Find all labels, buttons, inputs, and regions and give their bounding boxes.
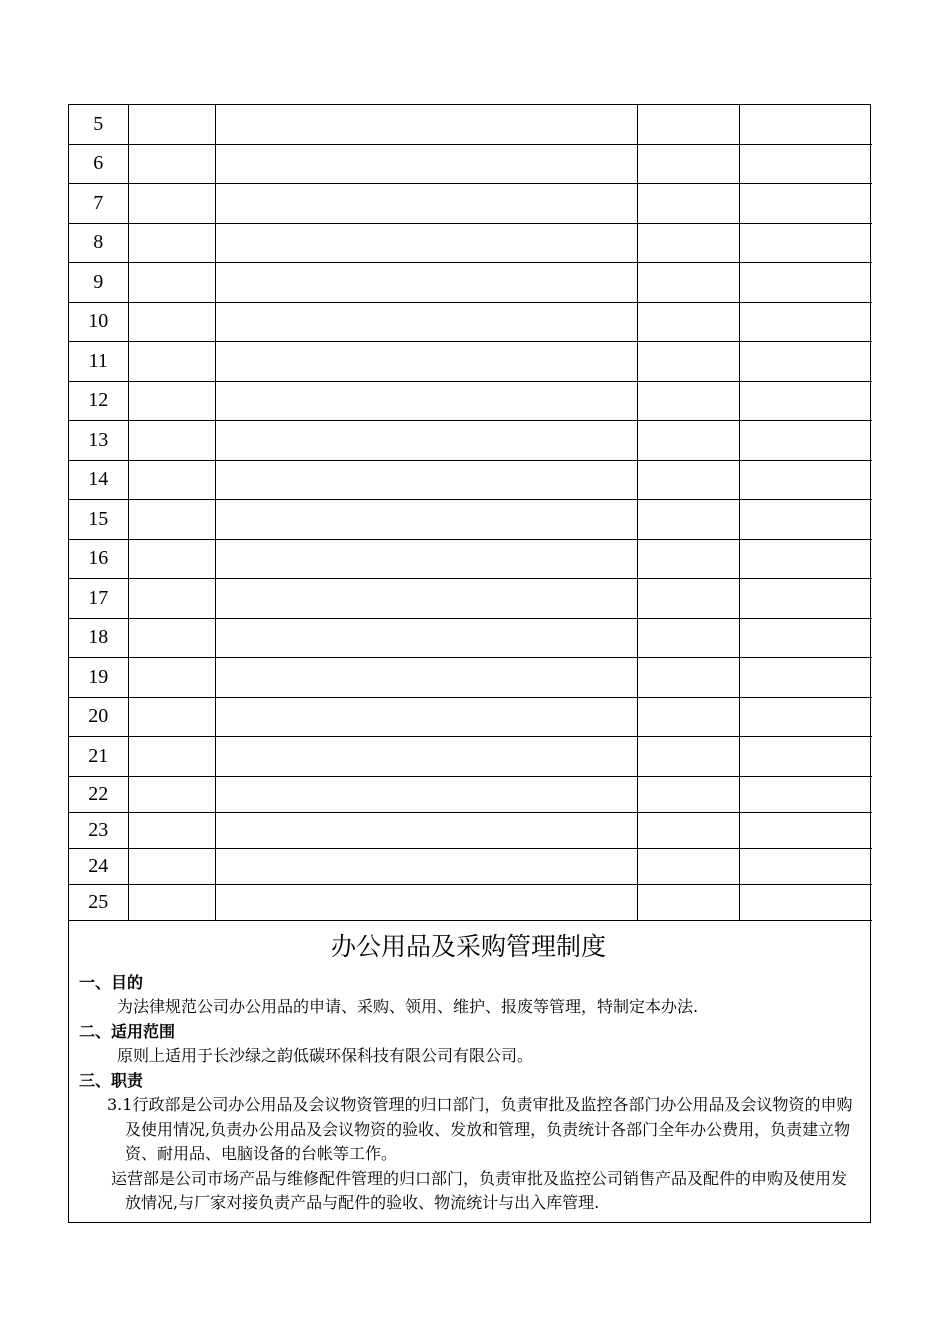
empty-cell bbox=[637, 105, 739, 144]
empty-cell bbox=[215, 302, 637, 342]
empty-cell bbox=[637, 460, 739, 500]
empty-cell bbox=[128, 579, 215, 619]
empty-cell bbox=[739, 381, 872, 421]
table-row bbox=[69, 500, 872, 540]
empty-cell bbox=[128, 184, 215, 224]
policy-title: 办公用品及采购管理制度 bbox=[330, 931, 606, 961]
empty-cell bbox=[215, 421, 637, 461]
empty-cell bbox=[637, 579, 739, 619]
empty-cell bbox=[215, 539, 637, 579]
row-number-cell: 11 bbox=[69, 342, 128, 382]
empty-cell bbox=[128, 737, 215, 777]
empty-cell bbox=[128, 105, 215, 144]
empty-cell bbox=[637, 884, 739, 920]
row-number-cell: 17 bbox=[69, 579, 128, 619]
empty-cell bbox=[128, 223, 215, 263]
row-number-cell: 19 bbox=[69, 658, 128, 698]
record-table bbox=[69, 105, 872, 921]
table-row bbox=[69, 776, 872, 812]
empty-cell bbox=[637, 500, 739, 540]
empty-cell bbox=[128, 500, 215, 540]
empty-cell bbox=[637, 618, 739, 658]
table-row bbox=[69, 302, 872, 342]
table-row bbox=[69, 421, 872, 461]
section-text-purpose: 为法律规范公司办公用品的申请、采购、领用、维护、报废等管理，特制定本办法. bbox=[117, 997, 699, 1016]
empty-cell bbox=[128, 697, 215, 737]
empty-cell bbox=[128, 144, 215, 184]
row-number-cell: 13 bbox=[69, 421, 128, 461]
section-heading-duties: 三、职责 bbox=[79, 1070, 144, 1090]
empty-cell bbox=[215, 776, 637, 812]
empty-cell bbox=[128, 302, 215, 342]
empty-cell bbox=[637, 381, 739, 421]
section-heading-scope: 二、适用范围 bbox=[79, 1021, 176, 1041]
empty-cell bbox=[637, 737, 739, 777]
section-text-scope: 原则上适用于长沙绿之韵低碳环保科技有限公司有限公司。 bbox=[117, 1046, 534, 1065]
section-heading-purpose: 一、目的 bbox=[79, 972, 144, 992]
table-row bbox=[69, 884, 872, 920]
empty-cell bbox=[739, 848, 872, 884]
table-row bbox=[69, 618, 872, 658]
empty-cell bbox=[215, 697, 637, 737]
table-row bbox=[69, 263, 872, 303]
table-row bbox=[69, 184, 872, 224]
empty-cell bbox=[739, 223, 872, 263]
table-row bbox=[69, 697, 872, 737]
empty-cell bbox=[739, 697, 872, 737]
empty-cell bbox=[215, 737, 637, 777]
empty-cell bbox=[637, 144, 739, 184]
empty-cell bbox=[215, 618, 637, 658]
empty-cell bbox=[739, 302, 872, 342]
empty-cell bbox=[739, 342, 872, 382]
empty-cell bbox=[128, 812, 215, 848]
empty-cell bbox=[215, 500, 637, 540]
table-row bbox=[69, 812, 872, 848]
empty-cell bbox=[215, 460, 637, 500]
empty-cell bbox=[215, 658, 637, 698]
empty-cell bbox=[128, 539, 215, 579]
empty-cell bbox=[637, 342, 739, 382]
row-number-cell: 20 bbox=[69, 697, 128, 737]
empty-cell bbox=[637, 658, 739, 698]
row-number-cell: 23 bbox=[69, 812, 128, 848]
empty-cell bbox=[215, 105, 637, 144]
empty-cell bbox=[637, 421, 739, 461]
row-number-cell: 15 bbox=[69, 500, 128, 540]
empty-cell bbox=[739, 105, 872, 144]
table-row bbox=[69, 105, 872, 144]
empty-cell bbox=[215, 263, 637, 303]
table-row bbox=[69, 460, 872, 500]
row-number-cell: 14 bbox=[69, 460, 128, 500]
empty-cell bbox=[739, 184, 872, 224]
document-sheet bbox=[68, 104, 871, 1223]
empty-cell bbox=[739, 421, 872, 461]
empty-cell bbox=[128, 658, 215, 698]
empty-cell bbox=[128, 460, 215, 500]
empty-cell bbox=[739, 263, 872, 303]
row-number-cell: 7 bbox=[69, 184, 128, 224]
empty-cell bbox=[637, 184, 739, 224]
empty-cell bbox=[128, 342, 215, 382]
clause-3-1: 3.1行政部是公司办公用品及会议物资管理的归口部门，负责审批及监控各部门办公用品及会议物资的申购及使用情况,负责办公用品及会议物资的验收、发放和管理，负责统计各部门全年办公费用，负责建立物资、耐用品、电脑设备的台帐等工作。 bbox=[107, 1095, 853, 1163]
empty-cell bbox=[215, 184, 637, 224]
empty-cell bbox=[215, 144, 637, 184]
empty-cell bbox=[128, 381, 215, 421]
empty-cell bbox=[215, 848, 637, 884]
table-row bbox=[69, 848, 872, 884]
empty-cell bbox=[128, 884, 215, 920]
empty-cell bbox=[215, 342, 637, 382]
empty-cell bbox=[739, 579, 872, 619]
empty-cell bbox=[215, 812, 637, 848]
row-number-cell: 5 bbox=[69, 105, 128, 144]
clause-3-2: 运营部是公司市场产品与维修配件管理的归口部门，负责审批及监控公司销售产品及配件的申购及使用发放情况,与厂家对接负责产品与配件的验收、物流统计与出入库管理. bbox=[111, 1168, 848, 1212]
empty-cell bbox=[637, 812, 739, 848]
empty-cell bbox=[739, 658, 872, 698]
empty-cell bbox=[215, 381, 637, 421]
row-number-cell: 8 bbox=[69, 223, 128, 263]
empty-cell bbox=[215, 884, 637, 920]
empty-cell bbox=[215, 579, 637, 619]
empty-cell bbox=[637, 697, 739, 737]
row-number-cell: 9 bbox=[69, 263, 128, 303]
empty-cell bbox=[739, 618, 872, 658]
empty-cell bbox=[128, 848, 215, 884]
empty-cell bbox=[637, 223, 739, 263]
row-number-cell: 21 bbox=[69, 737, 128, 777]
empty-cell bbox=[739, 884, 872, 920]
row-number-cell: 10 bbox=[69, 302, 128, 342]
empty-cell bbox=[739, 460, 872, 500]
empty-cell bbox=[215, 223, 637, 263]
table-row bbox=[69, 737, 872, 777]
row-number-cell: 16 bbox=[69, 539, 128, 579]
table-row bbox=[69, 579, 872, 619]
empty-cell bbox=[739, 812, 872, 848]
table-row bbox=[69, 381, 872, 421]
table-row bbox=[69, 342, 872, 382]
table-row bbox=[69, 144, 872, 184]
empty-cell bbox=[128, 618, 215, 658]
policy-section bbox=[69, 921, 870, 1222]
table-row bbox=[69, 223, 872, 263]
empty-cell bbox=[637, 263, 739, 303]
empty-cell bbox=[739, 500, 872, 540]
row-number-cell: 6 bbox=[69, 144, 128, 184]
empty-cell bbox=[739, 776, 872, 812]
row-number-cell: 22 bbox=[69, 776, 128, 812]
empty-cell bbox=[739, 144, 872, 184]
row-number-cell: 25 bbox=[69, 884, 128, 920]
row-number-cell: 18 bbox=[69, 618, 128, 658]
table-row bbox=[69, 658, 872, 698]
table-row bbox=[69, 539, 872, 579]
row-number-cell: 24 bbox=[69, 848, 128, 884]
empty-cell bbox=[128, 421, 215, 461]
empty-cell bbox=[637, 302, 739, 342]
empty-cell bbox=[739, 737, 872, 777]
empty-cell bbox=[128, 776, 215, 812]
empty-cell bbox=[739, 539, 872, 579]
empty-cell bbox=[637, 539, 739, 579]
empty-cell bbox=[637, 848, 739, 884]
empty-cell bbox=[637, 776, 739, 812]
row-number-cell: 12 bbox=[69, 381, 128, 421]
empty-cell bbox=[128, 263, 215, 303]
